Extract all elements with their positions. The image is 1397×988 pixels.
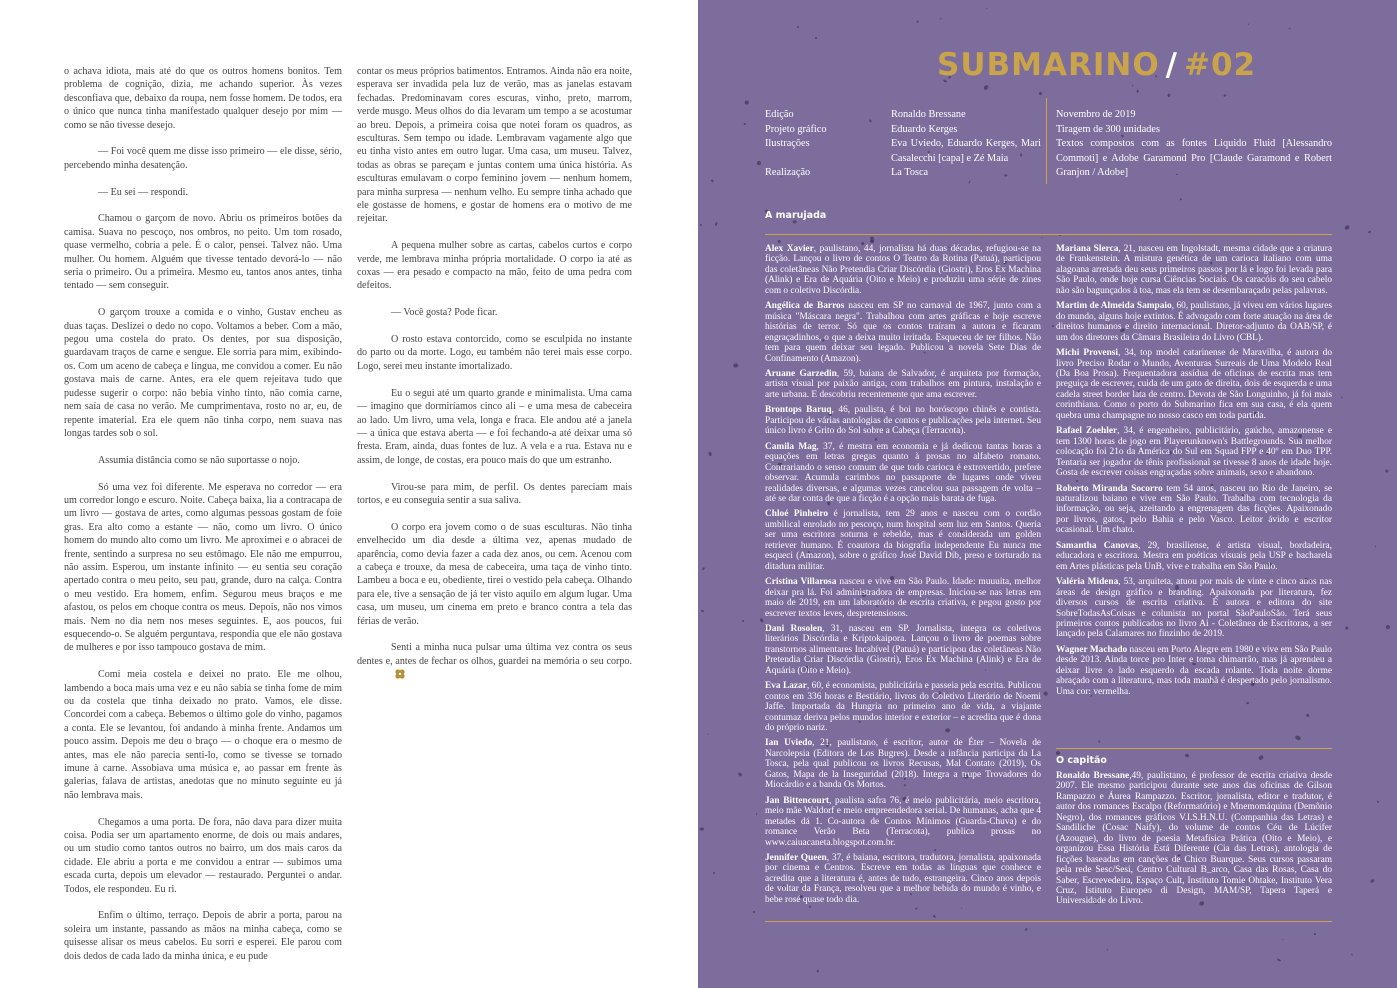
bio-name: Camila Mag xyxy=(765,441,817,452)
captain-bio xyxy=(1056,771,1332,912)
bios-column-2 xyxy=(1056,244,1332,702)
credit-label xyxy=(765,152,885,167)
credits-values xyxy=(891,108,1041,181)
credits-divider xyxy=(1046,98,1047,184)
story-last-text: Senti a minha nuca pulsar uma última vez contra os seus dentes e, antes de fechar os olhos, guardei na memória o seu corpo. xyxy=(357,642,632,667)
typefaces-note: Textos compostos com as fontes Liquido Fluid [Alessandro Commoti] e Adobe Garamond Pro [Claude Garamond e Robert Granjon / Adobe] xyxy=(1056,138,1332,179)
bio-text: , 37, é baiana, escritora, tradutora, jornalista, apaixonada por cinema e Centros. Escreve em todas as línguas que conhece e acredita que a literatura é, antes de tudo, estrangeira. Cinco anos depois de voltar da França, resolveu que a melhor bebida do mundo é vinho, e bebe rosé quase todo dia. xyxy=(765,853,1041,905)
paper-speck xyxy=(1367,231,1370,234)
bio-text: , 46, paulista, é boi no horóscopo chinês e contista. Participou de várias antologias de contos e publicações pela internet. Seu único livro é Grito do Sol sobre a Cabeça (Terracota). xyxy=(765,405,1041,437)
paper-speck xyxy=(1043,524,1044,525)
bio-entry xyxy=(765,301,1041,364)
story-paragraph: Chamou o garçom de novo. Abriu os primeiros botões da camisa. Suava no pescoço, nos ombros, no peito. Um tom rosado, quase vermelho, cobria a pele. É o calor, pensei. Talvez não. Uma mulher. Ou homem. Alguém que tivesse tentado devorá-lo — não seria o primeiro. Ou a primeira. Mesmo eu, tantos anos antes, tinha tentado — sem conseguir. xyxy=(64,213,342,292)
paper-speck xyxy=(744,100,749,104)
credit-label: Realização xyxy=(765,167,811,179)
bio-text: , 37, é mestra em economia e já dedicou tantas horas a equações em letras gregas quanto à prosas no alfabeto romano. Contrariando o senso comum de que todo carioca é extrovertido, prefere observar. Acumula carimbos no passaporte de lugares onde viveu realidades diversas, e algumas vezes cancelou sua passagem de volta – até se dar conta de que a ficção é a opção mais barata de fuga. xyxy=(765,441,1041,504)
paper-speck xyxy=(1223,94,1226,97)
bio-text: nasceu em SP no carnaval de 1967, junto com a música "Máscara negra". Trabalhou com artes gráficas e hoje escreve histórias de terror. Só que os contos traíram a autora e ficaram engraçadinhos, o que a deixa muito irritada. Esqueceu de ter filhos. Não tem para quem deixar seu legado. Publicou a novela Sete Dias de Confinamento (Amazon). xyxy=(765,301,1041,364)
bio-entry xyxy=(765,244,1041,296)
paper-speck xyxy=(940,18,942,20)
bio-entry xyxy=(765,442,1041,505)
paper-speck xyxy=(1385,624,1390,630)
story-column-2 xyxy=(357,65,632,698)
paper-speck xyxy=(870,236,875,241)
bio-text: , 60, é economista, publicitária e passeia pela escrita. Publicou contos em 336 horas e Bestiário, livros do Coletivo Literário de Noemi Jaffe. Importada da Hungria no primeiro ano de vida, a viajante contumaz deriva pelos mundos interior e exterior – e acredita que é dona do próprio nariz. xyxy=(765,681,1041,734)
bio-text: , 34, top model catarinense de Maravilha, é autora do livro Preciso Rodar o Mundo, Aventuras Surreais de Uma Modelo Real (Da Boa Prosa). Frequentadora assídua de oficinas de escrita mas tem preguiça de escrever, cuida de um gato de direita, dois de esquerda e uma cadela street border lata de centro. Devota de São Longuinho, já foi mais corinthiana. Como o porto do Submarino fica em sua casa, é ela quem quebra uma champagne no nosso casco em toda partida. xyxy=(1056,348,1332,421)
paper-speck xyxy=(1185,753,1189,757)
story-paragraph: O rosto estava contorcido, como se esculpida no instante do parto ou da morte. Logo, eu também não terei mais esse corpo. Logo, serei meu instante imortalizado. xyxy=(357,334,632,372)
bio-name: Michi Provensi xyxy=(1056,348,1118,359)
credit-label: Ilustrações xyxy=(765,138,810,150)
bio-text: nasceu e vive em São Paulo. Idade: muuuita, melhor deixar pra lá. Foi administradora de empresas. Iniciou-se nas letras em maio de 2019, em um laboratório de escrita criativa, e pegou gosto por escrever textos leves, despretensiosos. xyxy=(765,577,1041,619)
bio-entry xyxy=(765,853,1041,905)
flower-end-mark-icon xyxy=(360,668,406,684)
paper-speck xyxy=(1377,801,1379,804)
bio-text: , 59, baiana de Salvador, é arquiteta por formação, artista visual por paixão antiga, com trabalhos em pintura, instalação e arte urbana. E descobriu recentemente que ama escrever. xyxy=(765,368,1041,400)
bio-name: Aruane Garzedin xyxy=(765,368,837,379)
bio-entry xyxy=(765,405,1041,436)
bio-name: Jan Bittencourt xyxy=(765,795,829,806)
credit-value: Eva Uviedo, Eduardo Kerges, Mari Casalecchi [capa] e Zé Maia xyxy=(891,138,1041,164)
paper-speck xyxy=(713,872,715,875)
paper-speck xyxy=(986,8,988,10)
paper-speck xyxy=(917,21,919,23)
story-paragraph: — Foi você quem me disse isso primeiro — ele disse, sério, percebendo minha desatenção. xyxy=(64,146,342,171)
bio-text: , 53, arquiteta, atuou por mais de vinte e cinco anos nas áreas de design gráfico e branding. Apaixonada por literatura, fez diversos cursos de escrita criativa. É autora e editora do site SobreTodasAsCoisas e colunista no portal SãoPauloSão. Terá seus primeiros contos publicados no livro Ai - Coletânea de Escritoras, a ser lançado pela Calamares no finzinho de 2019. xyxy=(1056,577,1333,640)
paper-speck xyxy=(707,734,709,735)
bio-name: Eva Lazar xyxy=(765,681,807,692)
story-paragraph: o achava idiota, mais até do que os outros homens bonitos. Tem problema de cognição, dizia, me achando superior. Às vezes desconfiava que, debaixo da roupa, nem fosse homem. De todos, era o único que nunca tinha manifestado qualquer desejo por mim — como se não tivesse desejo. xyxy=(64,66,342,131)
paper-speck xyxy=(757,161,761,165)
bio-entry xyxy=(1056,301,1332,343)
story-paragraph: Enfim o último, terraço. Depois de abrir a porta, parou na soleira um instante, passando as mãos na minha cabeça, como se quisesse alisar os meus cabelos. Eu sorri e esperei. Ele parou com dois dedos de cada lado da minha única, e eu pude xyxy=(64,910,342,962)
bio-text: tem 54 anos, nasceu no Rio de Janeiro, se naturalizou baiano e vive em São Paulo. Trabalha com tecnologia da informação, ou seja, azeitando a engrenagem das ficções. Apaixonado por livros, gatos, pelo Bahia e pelo Vasco. Leitor ávido e escritor ocasional. Um chato. xyxy=(1056,483,1333,536)
bio-text: , 29, brasiliense, é artista visual, bordadeira, educadora e escritora. Mestra em poéticas visuais pela USP e bacharela em Artes plásticas pela UnB, vive e trabalha em São Paulo. xyxy=(1056,540,1332,572)
bio-entry xyxy=(765,509,1041,572)
magazine-masthead xyxy=(937,47,1256,85)
paper-speck xyxy=(711,179,714,182)
section-rule xyxy=(765,234,1332,235)
paper-speck xyxy=(1052,325,1054,327)
paper-speck xyxy=(1305,713,1309,717)
bio-name: Martim de Almeida Sampaio xyxy=(1056,301,1172,312)
bio-text: ,49, paulistano, é professor de escrita criativa desde 2007. Ele mesmo participou durante sete anos das oficinas de Gilson Rampazzo e Áurea Rampazzo. Escritor, jornalista, editor e tradutor, é autor dos romances Escalpo (Reformatório) e Mnemomáquina (Demônio Negro), dos romances gráficos V.I.S.H.N.U. (Companhia das Letras) e Sandiliche (Cosac Naify), do volume de contos Céu de Lúcifer (Azougue), do livro de poesia Metafísica Prática (Oito e Meio), e organizou Essa História Está Diferente (Cia das Letras), antologia de ficções baseadas em canções de Chico Buarque. Seus cursos passaram pela rede Sesc/Sesi, Centro Cultural B_arco, Casa das Rosas, Casa do Saber, Escrevedeira, Espaço Cult, Instituto Tomie Ohtake, Instituto Vera Cruz, Istituto Europeo di Design, MAM/SP, Tapera Taperá e Universidade do Livro. xyxy=(1056,771,1332,907)
paper-speck xyxy=(741,620,744,623)
bio-name: Alex Xavier xyxy=(765,244,814,254)
paper-speck xyxy=(1257,755,1263,761)
bio-text: , 60, paulistano, já viveu em vários lugares do mundo, alguns hoje extintos. É advogado com forte atuação na área de direitos humanos e direito internacional. Diretor-adjunto da OAB/SP, é um dos diretores da Câmara Brasileira do Livro (CBL). xyxy=(1056,301,1333,343)
credit-label: Projeto gráfico xyxy=(765,123,827,135)
bio-name: Mariana Slerca xyxy=(1056,244,1119,254)
paper-speck xyxy=(715,222,718,227)
bio-entry xyxy=(765,624,1041,676)
paper-speck xyxy=(1040,237,1042,238)
paper-speck xyxy=(1343,225,1350,231)
bio-entry xyxy=(1056,348,1332,421)
paper-speck xyxy=(778,240,781,243)
story-paragraph: contar os meus próprios batimentos. Entramos. Ainda não era noite, esperava ser invadida pela luz de verão, mas as janelas estavam fechadas. Predominavam cores escuras, vinho, preto, marrom, verde musgo. Meus olhos do dia levaram um tempo a se acostumar ao breu. Depois, a primeira coisa que notei foram os quadros, as esculturas. Sem tempo ou idade. Lembravam vagamente algo que eu tinha visto antes em outro lugar. Uma casa, um museu. Talvez, todas as obras se pareçam e juntas contem uma única história. As esculturas emulavam o corpo feminino jovem — nenhum homem, para minha surpresa — nenhum velho. Eu sempre tinha achado que ele gostasse de homens, e gostar de homens era o motivo de me rejeitar. xyxy=(357,66,632,225)
bio-name: Valéria Midena xyxy=(1056,577,1119,588)
story-paragraph: Virou-se para mim, de perfil. Os dentes pareciam mais tortos, e eu conseguia sentir a sua saliva. xyxy=(357,481,632,506)
bios-column-1 xyxy=(765,244,1041,910)
bio-name: Rafael Zoehler xyxy=(1056,426,1118,437)
paper-speck xyxy=(1344,627,1348,630)
paper-speck xyxy=(983,84,989,91)
print-date: Novembro de 2019 xyxy=(1056,109,1136,120)
paper-speck xyxy=(1289,29,1291,31)
paper-speck xyxy=(700,828,704,831)
bio-name: Ian Uviedo xyxy=(765,738,813,749)
bio-entry xyxy=(1056,541,1332,572)
bio-entry xyxy=(1056,577,1332,640)
story-paragraph: — Você gosta? Pode ficar. xyxy=(391,307,498,319)
bio-name: Cristina Villarosa xyxy=(765,577,837,588)
bio-name: Jennifer Queen xyxy=(765,853,827,864)
bio-name: Dani Rosolen xyxy=(765,623,823,634)
paper-speck xyxy=(1314,933,1316,935)
paper-speck xyxy=(1374,545,1376,548)
paper-speck xyxy=(738,772,743,777)
paper-speck xyxy=(701,567,704,570)
paper-speck xyxy=(1059,235,1061,236)
credit-value: Ronaldo Bressane xyxy=(891,109,966,120)
story-paragraph: — Eu sei — respondi. xyxy=(98,186,188,198)
masthead-title: SUBMARINO xyxy=(937,47,1160,83)
paper-speck xyxy=(1136,90,1139,93)
paper-speck xyxy=(1385,470,1388,473)
bio-name: Chloé Pinheiro xyxy=(765,509,828,520)
story-paragraph: Chegamos a uma porta. De fora, não dava para dizer muita coisa. Podia ser um apartamento enorme, de dois ou mais andares, ou um studio como tantos outros no bairro, um dos mais caros da cidade. Ele abriu a porta e me convidou a entrar — subimos uma escada curta, depois um elevador — restaurado. Perguntei o andar. Todos, ele respondeu. Eu ri. xyxy=(64,816,342,895)
masthead-issue: #02 xyxy=(1184,47,1257,83)
paper-speck xyxy=(815,37,817,40)
bio-entry xyxy=(765,796,1041,848)
paper-speck xyxy=(733,363,738,367)
bio-entry xyxy=(765,681,1041,733)
bio-text: , 21, nasceu em Ingolstadt, mesma cidade que a criatura de Frankenstein. A mistura genética de um carioca italiano com uma alagoana arretada deu seus primeiros passos por lá e logo foi levada para São Paulo, onde hoje cursa Ciências Sociais. Os caracóis do seu cabelo não são bagunçados à toa, mas ela tem se desembaraçado pelas palavras. xyxy=(1056,244,1332,296)
paper-speck xyxy=(1039,92,1042,95)
bio-name: Samantha Canovas xyxy=(1056,540,1139,551)
section-rule xyxy=(1056,748,1332,749)
story-paragraph: Só uma vez foi diferente. Me esperava no corredor — era um corredor longo e escuro. Noite. Cabeça baixa, lia a contracapa de um livro — gostava de artes, como algumas pessoas gostam de foie gras. Era alto como a estante — não, como um livro. O único homem do mundo alto como um livro. Me aproximei e o abracei de frente, sentindo a surpresa no seu estômago. Ele não me empurrou, não assim. Esperou, um instante infinito — eu sentia seu coração apertado contra o meu peito, seu pau, grande, duro na calça. Contra o meu vestido. Era homem, enfim. Segurou meus braços e me afastou, os pelos em choque contra os meus. Depois, não nos vimos mais. Nem no dia nem nos meses seguintes. E, aos poucos, fui esquecendo-o. Se alguém perguntava, respondia que ele não gostava de mulheres e por isso tampouco gostava de mim. xyxy=(64,481,343,654)
bio-text: , 34, é engenheiro, publicitário, gaúcho, amazonense e tem 1300 horas de jogo em Playerunknown's Battlegrounds. Sua melhor colocação foi 21o da América do Sul em Squad FPP e 40º em Duo TPP. Tentaria ser jogador de tênis profissional se tivesse 8 anos de idade hoje. Gosta de escrever coisas engraçadas sobre animais, sexo e abandono. xyxy=(1056,426,1333,479)
paper-speck xyxy=(1282,939,1284,941)
paper-speck xyxy=(753,911,756,914)
story-paragraph: O corpo era jovem como o de suas esculturas. Não tinha envelhecido um dia desde a última vez, apenas mudado de aparência, como devia fazer a cada dez anos, ou cem. Acenou com a cabeça e trouxe, da mesa de cabeceira, uma taça de vinho tinto. Lambeu a boca e eu, obediente, tirei o vestido pela cabeça. Olhando para ele, tive a sensação de já ter visto aquilo em algum lugar. Uma casa, um museu, um cinema em preto e branco contra a tela das férias de verão. xyxy=(357,521,632,627)
bio-name: Brontops Baruq xyxy=(765,405,832,416)
bio-text: , paulista safra 76, é meio publicitária, meio escritora, meio mãe Waldorf e meio empreendedora serial. De humanas, acha que 4 metades dá 1. Co-autora de Contos Mínimos (Guarda-Chuva) e do romance Verão Beta (Terracota), publica prosas no www.caiuacaneta.blogspot.com.br. xyxy=(765,795,1041,848)
paper-speck xyxy=(1179,198,1182,201)
bottom-rule xyxy=(765,921,1332,922)
bio-text: , paulistano, 44, jornalista há duas décadas, refugiou-se na ficção. Lançou o livro de contos O Teatro da Rotina (Patuá), participou das coletâneas Não Pretendia Criar Discórdia (Giostri), Eros Ex Machina (Alink) e Era de Aquária (Oito e Meio) e produziu uma série de zines com o coletivo Discórdia. xyxy=(765,244,1041,296)
paper-speck xyxy=(1248,24,1249,25)
bio-name: Roberto Miranda Socorro xyxy=(1056,483,1163,494)
paper-speck xyxy=(708,452,711,456)
bio-entry xyxy=(765,577,1041,619)
paper-speck xyxy=(1340,397,1342,399)
bio-text: , 31, nasceu em SP. Jornalista, integra os coletivos literários Discórdia e Kriptokaipora. Lançou o livro de poemas sobre transtornos alimentares Incabível (Patuá) e participou das coletâneas Não Pretendia Criar Discórdia (Giostri), Eros Ex Machina (Alink) e Era de Aquária (Oito e Meio). xyxy=(765,623,1041,676)
bio-entry xyxy=(1056,645,1332,697)
paper-speck xyxy=(759,618,764,623)
story-paragraph: Comi meia costela e deixei no prato. Ele me olhou, lambendo a boca mais uma vez e eu não sabia se tinha fome de mim ou da costela que tinha deixado no prato. Vamos, ele disse. Concordei com a cabeça. Bebemos o último gole do vinho, pagamos a conta. Ele se levantou, foi andando à minha frente. Andamos um pouco assim. Depois me deu o braço — o choque era o mesmo de antes, mas ele não parecia senti-lo, como se tivesse se tornado imune à carne. Assobiava uma música e, ao passar em frente às galerias, falava de artistas, anedotas que no minuto seguinte eu já não lembrava mais. xyxy=(64,669,342,801)
paper-speck xyxy=(1294,735,1301,741)
bio-text: é jornalista, tem 29 anos e nasceu com o cordão umbilical enrolado no pescoço, num hospital sem luz em Santos. Queria ser uma escritora soturna e rebelde, mas é considerada um golden retriever humano. É coautora da biografia independente Eu nunca me esqueci (Amazon), sobre o gráfico José David Dib, preso e torturado na ditadura militar. xyxy=(765,509,1041,572)
credit-value: La Tosca xyxy=(891,167,929,179)
paper-speck xyxy=(700,609,703,612)
paper-speck xyxy=(1024,927,1027,930)
paper-speck xyxy=(1370,879,1375,884)
bio-text: , 21, paulistano, é escritor, autor de Éter – Novela de Narcolepsia (Editora de Los Bugres). Desde a infância participa da La Tosca, pela qual publicou os livros Recusas, Mal Contato (2019), Os Gatos, Mapa de la Inseguridad (2018). Integra a trupe Trovadores do Miocárdio e a banda Os Mortos. xyxy=(765,738,1042,791)
print-run: Tiragem de 300 unidades xyxy=(1056,123,1161,135)
paper-speck xyxy=(1106,949,1108,951)
story-page xyxy=(0,0,698,988)
paper-speck xyxy=(1043,691,1048,696)
story-paragraph: Assumia distância como se não suportasse o nojo. xyxy=(98,454,300,466)
credits-labels xyxy=(765,108,885,181)
section-heading-capitao: O capitão xyxy=(1056,755,1107,766)
bio-name: Ronaldo Bressane xyxy=(1056,771,1130,781)
story-column-1 xyxy=(64,65,342,976)
bio-text: nasceu em Porto Alegre em 1980 e vive em São Paulo desde 2013. Ainda torce pro Inter e toma chimarrão, mas já aprendeu a deixar livre o lado esquerdo da escada rolante. Toda noite dorme abraçado com a literatura, mas toda manhã é despertado pelo jornalismo. Uma cor: vermelha. xyxy=(1056,644,1332,697)
credits-print-info xyxy=(1056,108,1332,181)
bio-entry xyxy=(765,369,1041,400)
bio-entry xyxy=(765,738,1041,790)
paper-speck xyxy=(1277,958,1281,962)
bio-entry xyxy=(1056,771,1332,907)
paper-speck xyxy=(700,224,702,226)
masthead-separator: / xyxy=(1165,47,1178,83)
paper-speck xyxy=(797,26,800,29)
story-paragraph: A pequena mulher sobre as cartas, cabelos curtos e corpo verde, me lembrava minha própria mortalidade. O corpo ia até as coxas — era pesado e compacto na mão, feito de uma pedra com defeitos. xyxy=(357,240,632,292)
credit-value: Eduardo Kerges xyxy=(891,123,958,135)
bio-name: Angélica de Barros xyxy=(765,301,845,312)
paper-speck xyxy=(1351,954,1353,955)
paper-speck xyxy=(1168,93,1172,97)
section-heading-marujada: A marujada xyxy=(765,210,827,221)
bio-name: Wagner Machado xyxy=(1056,644,1128,655)
paper-speck xyxy=(755,813,757,815)
bio-entry xyxy=(1056,244,1332,296)
credit-label: Edição xyxy=(765,109,794,120)
bio-entry xyxy=(1056,484,1332,536)
story-paragraph: O garçom trouxe a comida e o vinho, Gustav encheu as duas taças. Deslizei o dedo no copo. Voltamos a beber. Com a mão, pegou uma costela do prato. Os dentes, por sua disposição, guardavam traços de carne e sengue. Ele sorria para mim, exibindo-os. Com um aceno de cabeça e língua, me convidou a comer. Eu não gostava mais de carne. Antes, era ele quem rejeitava tudo que pudesse sugerir o corpo: não bebia vinho tinto, não comia carne, nem saía de casa no verão. Me cumprimentava, rosto no ar, eu, de repente imaterial. Era ele quem não tinha corpo, nem suava nas longas tardes sob o sol. xyxy=(64,307,342,439)
paper-speck xyxy=(932,915,936,919)
bio-entry xyxy=(1056,426,1332,478)
paper-speck xyxy=(744,123,746,125)
paper-speck xyxy=(1098,740,1101,743)
story-paragraph-last xyxy=(357,641,632,684)
story-paragraph: Eu o segui até um quarto grande e minimalista. Uma cama — imagino que dormiríamos cinco ali – e uma mesa de cabeceira ao lado. Um livro, uma vela, longa e fraca. Ele andou até a janela — a única que estava aberta — e foi fechando-a até deixar uma só fresta. Eram, ainda, duas fontes de luz. A vela e a rua. Estava nu e assim, de longe, de costas, era pouco mais do que um estranho. xyxy=(357,387,632,466)
paper-speck xyxy=(817,969,820,973)
